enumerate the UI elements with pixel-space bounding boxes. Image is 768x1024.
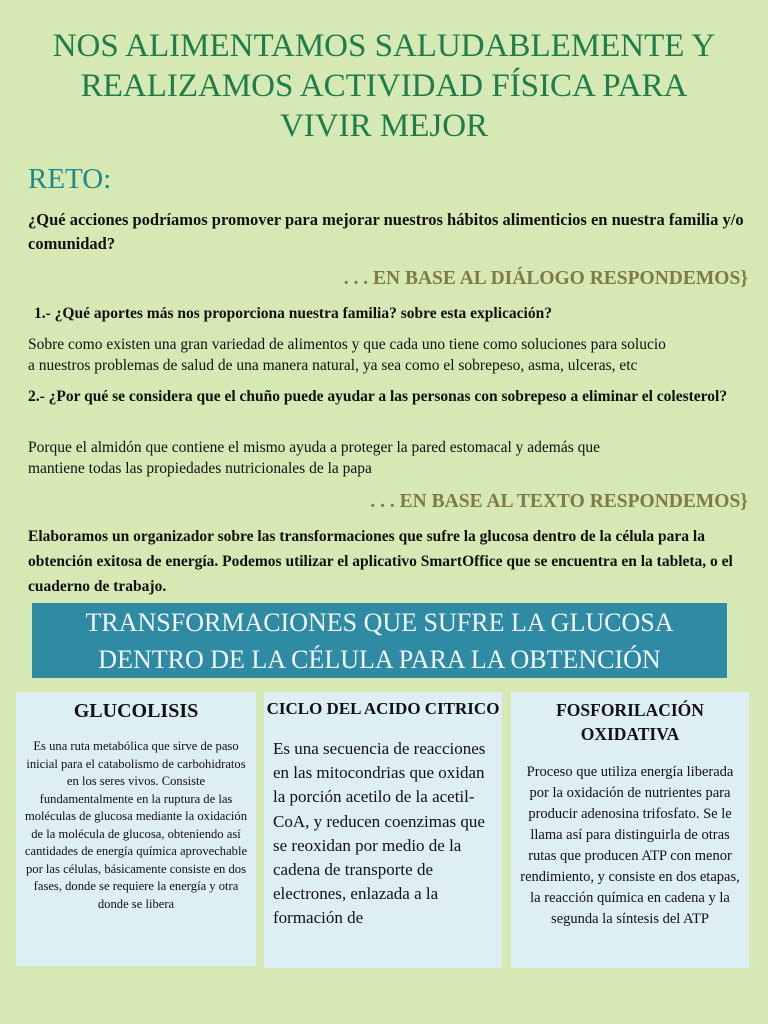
answer-2-line: mantiene todas las propiedades nutricionales de la papa bbox=[28, 460, 372, 477]
card-ciclo-acido-citrico bbox=[264, 692, 502, 968]
title-line: VIVIR MEJOR bbox=[279, 108, 489, 144]
section-heading-texto: . . . EN BASE AL TEXTO RESPONDEMOS} bbox=[370, 491, 748, 512]
answer-2 bbox=[28, 437, 768, 479]
banner-line: DENTRO DE LA CÉLULA PARA LA OBTENCIÓN bbox=[98, 645, 661, 674]
answer-1-line: a nuestros problemas de salud de una manera natural, ya sea como el sobrepeso, asma, ulceras, etc bbox=[28, 357, 638, 374]
title-line: NOS ALIMENTAMOS SALUDABLEMENTE Y bbox=[52, 28, 716, 64]
organizer-banner bbox=[32, 603, 727, 678]
card-title: GLUCOLISIS bbox=[73, 700, 199, 722]
answer-2-line: Porque el almidón que contiene el mismo ayuda a proteger la pared estomacal y además que bbox=[28, 439, 601, 456]
card-body: Proceso que utiliza energía liberada por la oxidación de nutrientes para producir adenosina trifosfato. Se le llama así para distinguirla de otras rutas que producen ATP con menor rendimiento, y consiste en dos etapas, la reacción química en cadena y la segunda la síntesis del ATP bbox=[520, 764, 740, 927]
section-heading-dialogo: . . . EN BASE AL DIÁLOGO RESPONDEMOS} bbox=[343, 268, 748, 289]
question-1: 1.- ¿Qué aportes más nos proporciona nuestra familia? sobre esta explicación? bbox=[34, 305, 552, 322]
banner-line: TRANSFORMACIONES QUE SUFRE LA GLUCOSA bbox=[85, 608, 674, 637]
card-glucolisis bbox=[16, 692, 256, 966]
title-line: REALIZAMOS ACTIVIDAD FÍSICA PARA bbox=[80, 68, 688, 104]
reto-question: ¿Qué acciones podríamos promover para mejorar nuestros hábitos alimenticios en nuestra familia y/o comunidad? bbox=[28, 210, 744, 253]
reto-label: RETO: bbox=[28, 163, 112, 195]
answer-1 bbox=[28, 334, 768, 376]
card-title: CICLO DEL ACIDO CITRICO bbox=[266, 699, 500, 718]
card-fosforilacion-oxidativa bbox=[511, 692, 749, 968]
card-title: FOSFORILACIÓN OXIDATIVA bbox=[556, 700, 704, 744]
answer-1-line: Sobre como existen una gran variedad de alimentos y que cada uno tiene como soluciones para solucio bbox=[28, 336, 666, 353]
page-title bbox=[0, 26, 768, 146]
card-body: Es una ruta metabólica que sirve de paso inicial para el catabolismo de carbohidratos en los seres vivos. Consiste fundamentalmente en la ruptura de las moléculas de glucosa mediante la oxidación de la molécula de glucosa, obteniendo así cantidades de energía química aprovechable por las células, básicamente consiste en dos fases, donde se requiere la energía y otra donde se libera bbox=[24, 739, 248, 911]
question-2: 2.- ¿Por qué se considera que el chuño puede ayudar a las personas con sobrepeso a eliminar el colesterol? bbox=[28, 388, 728, 405]
instruction-text: Elaboramos un organizador sobre las transformaciones que sufre la glucosa dentro de la célula para la obtención exitosa de energía. Podemos utilizar el aplicativo SmartOffice que se encuentra en la tableta, o el cuaderno de trabajo. bbox=[28, 528, 733, 595]
card-body: Es una secuencia de reacciones en las mitocondrias que oxidan la porción acetilo de la acetil-CoA, y reducen coenzimas que se reoxidan por medio de la cadena de transporte de electrones, enlazada a la formación de bbox=[273, 739, 486, 928]
